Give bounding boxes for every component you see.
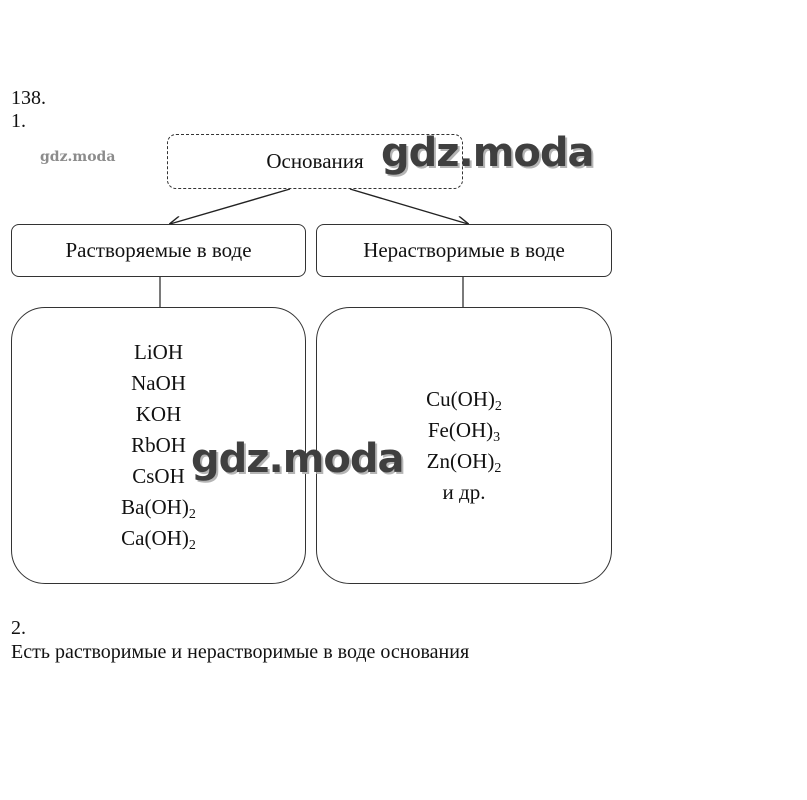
- arrow-to-insoluble: [350, 189, 468, 224]
- base-formula: $Ca(OH)_2$: [121, 526, 196, 553]
- base-formula: $Cu(OH)_2$: [426, 386, 502, 414]
- soluble-category-label: Растворяемые в воде: [65, 238, 252, 262]
- soluble-category-box: [11, 224, 306, 277]
- base-formula: и др.: [442, 479, 486, 504]
- insoluble-category-box: [316, 224, 612, 277]
- base-formula: CsOH: [132, 464, 185, 488]
- watermark-middle: gdz.moda: [191, 436, 404, 482]
- conclusion-text: Есть растворимые и нерастворимые в воде основания: [11, 641, 470, 663]
- problem-number: 138.: [11, 87, 46, 109]
- root-label: Основания: [266, 149, 364, 173]
- base-formula: NaOH: [131, 371, 186, 395]
- base-formula: RbOH: [131, 433, 186, 457]
- insoluble-category-label: Нерастворимые в воде: [363, 238, 565, 262]
- arrow-to-soluble: [170, 189, 290, 224]
- base-formula: LiOH: [134, 340, 183, 364]
- base-formula: $Zn(OH)_2$: [426, 448, 502, 476]
- watermark-top: gdz.moda: [381, 130, 594, 176]
- base-formula: $Fe(OH)_3$: [427, 417, 501, 445]
- base-formula: KOH: [135, 402, 182, 426]
- part-2-label: 2.: [11, 617, 26, 639]
- part-1-label: 1.: [11, 110, 26, 132]
- base-formula: $Ba(OH)_2$: [121, 495, 196, 522]
- watermark-small: gdz.moda: [40, 149, 116, 165]
